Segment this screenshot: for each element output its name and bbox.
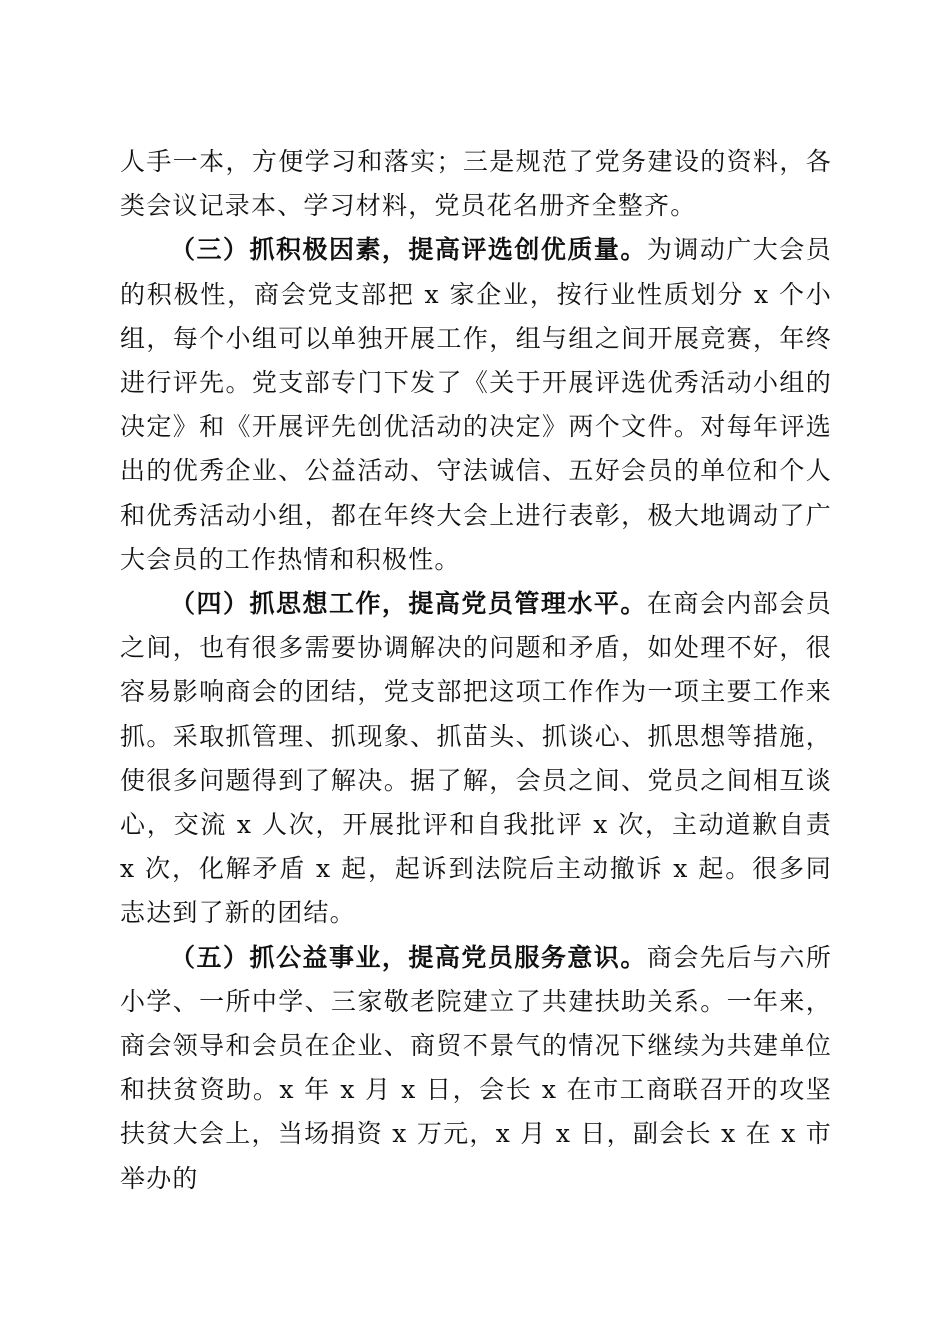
section-4-text: 在商会内部会员之间，也有很多需要协调解决的问题和矛盾，如处理不好，很容易影响商会的团结，党支部把这项工作作为一项主要工作来抓。采取抓管理、抓现象、抓苗头、抓谈心、抓思想等措施，使很多问题得到了解决。据了解，会员之间、党员之间相互谈心，交流 x 人次，开展批评和自我批评 x 次，主动道歉自责 x 次，化解矛盾 x 起，起诉到法院后主动撤诉 x 起。很多同志达到了新的团结。 [120,589,832,928]
paragraph-section-4 [120,582,832,936]
paragraph-continuation [120,140,832,228]
document-body [120,140,832,1201]
paragraph-section-5 [120,936,832,1201]
paragraph-text: 人手一本，方便学习和落实；三是规范了党务建设的资料，各类会议记录本、学习材料，党员花名册齐全整齐。 [120,147,832,221]
section-3-text: 为调动广大会员的积极性，商会党支部把 x 家企业，按行业性质划分 x 个小组，每个小组可以单独开展工作，组与组之间开展竞赛，年终进行评先。党支部专门下发了《关于开展评选优秀活动小组的决定》和《开展评先创优活动的决定》两个文件。对每年评选出的优秀企业、公益活动、守法诚信、五好会员的单位和个人和优秀活动小组，都在年终大会上进行表彰，极大地调动了广大会员的工作热情和积极性。 [120,235,832,574]
section-5-heading: （五）抓公益事业，提高党员服务意识。 [170,942,647,972]
section-3-heading: （三）抓积极因素，提高评选创优质量。 [170,235,647,265]
paragraph-section-3 [120,228,832,582]
section-4-heading: （四）抓思想工作，提高党员管理水平。 [170,589,647,619]
section-5-text: 商会先后与六所小学、一所中学、三家敬老院建立了共建扶助关系。一年来，商会领导和会员在企业、商贸不景气的情况下继续为共建单位和扶贫资助。x 年 x 月 x 日，会长 x 在市工商联召开的攻坚扶贫大会上，当场捐资 x 万元，x 月 x 日，副会长 x 在 x 市举办的 [120,942,832,1193]
